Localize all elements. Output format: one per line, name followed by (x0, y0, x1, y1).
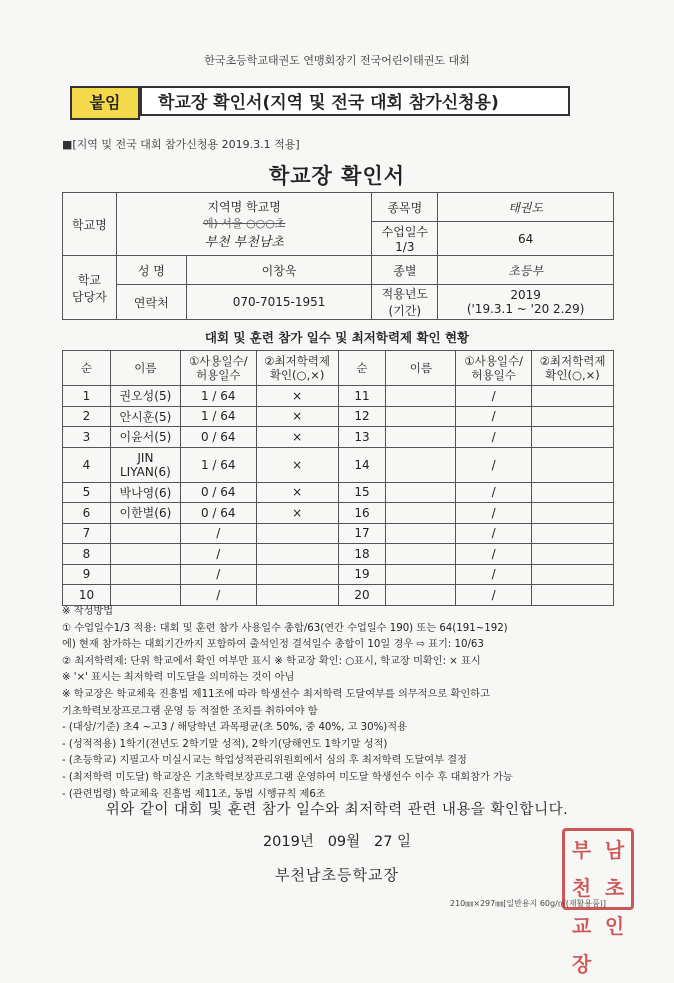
attachment-badge: 붙임 (70, 86, 140, 120)
confirm-statement: 위와 같이 대회 및 훈련 참가 일수와 최저학력 관련 내용을 확인합니다. (105, 802, 569, 818)
cell-no: 12 (338, 406, 386, 427)
cell-no: 3 (63, 427, 111, 448)
cell-days: 1 / 64 (180, 386, 256, 407)
cell-check (532, 427, 614, 448)
instruction-line: - (초등학교) 지필고사 미실시교는 학업성적관리위원회에서 심의 후 최저학력 도달여부 결정 (62, 755, 467, 767)
cell-check (532, 447, 614, 482)
cell-no: 7 (63, 523, 111, 544)
days-label (372, 222, 438, 256)
cell-check: × (256, 503, 338, 524)
col-days (180, 351, 256, 386)
cell-name (110, 564, 180, 585)
cell-name (386, 544, 456, 565)
col-days-line1: ①사용일수/ (188, 354, 248, 368)
cell-days: 0 / 64 (180, 503, 256, 524)
table-row (63, 585, 614, 606)
cell-no: 14 (338, 447, 386, 482)
instruction-line: ② 최저학력제: 단위 학교에서 확인 여부만 표시 ※ 학교장 확인: ○표시, 학교장 미확인: × 표시 (62, 655, 481, 667)
table-row (63, 564, 614, 585)
table-row (63, 386, 614, 407)
col-check-line2: 확인(○,×) (269, 368, 325, 382)
col-days-line2: 허용일수 (471, 368, 516, 382)
year-label-line2: (기간) (388, 304, 422, 318)
cell-check: × (256, 386, 338, 407)
cell-name (386, 523, 456, 544)
year-value-line2: ('19.3.1 ~ '20 2.29) (466, 302, 585, 316)
cell-name: JIN LIYAN(6) (110, 447, 180, 482)
col-no: 순 (338, 351, 386, 386)
instruction-line: - (대상/기준) 초4 ~고3 / 해당학년 과목평균(초 50%, 중 40%, 고 30%)적용 (62, 722, 407, 734)
cell-check (256, 544, 338, 565)
main-title: 학교장 확인서(지역 및 전국 대회 참가신청용) (140, 86, 570, 116)
cell-check: × (256, 447, 338, 482)
cell-days: / (180, 544, 256, 565)
school-label: 학교명 (63, 193, 117, 256)
col-check-line1: ②최저학력제 (539, 354, 606, 368)
col-days-line2: 허용일수 (196, 368, 241, 382)
date-year: 2019년 (262, 834, 314, 850)
cell-no: 6 (63, 503, 111, 524)
cell-days: / (180, 585, 256, 606)
cell-days: 0 / 64 (180, 482, 256, 503)
table-row (63, 406, 614, 427)
cell-no: 4 (63, 447, 111, 482)
year-value-line1: 2019 (510, 288, 541, 302)
cell-no: 11 (338, 386, 386, 407)
contact-value: 070-7015-1951 (186, 285, 372, 320)
cell-days: / (456, 406, 532, 427)
cell-days: / (456, 523, 532, 544)
cell-days: / (456, 564, 532, 585)
application-note: ■[지역 및 전국 대회 참가신청용 2019.3.1 적용] (62, 138, 300, 151)
seal-char: 인 (604, 914, 625, 938)
cell-no: 2 (63, 406, 111, 427)
cell-days: / (456, 447, 532, 482)
school-info-table (62, 192, 614, 320)
cell-check: × (256, 427, 338, 448)
category-value: 초등부 (438, 256, 614, 285)
cell-check (532, 386, 614, 407)
instruction-line: ※ '×' 표시는 최저학력 미도달을 의미하는 것이 아님 (62, 672, 295, 684)
cell-check (532, 585, 614, 606)
col-check-line2: 확인(○,×) (545, 368, 600, 382)
status-subtitle: 대회 및 훈련 참가 일수 및 최저학력제 확인 현황 (204, 330, 470, 345)
cell-days: 1 / 64 (180, 447, 256, 482)
table-row (63, 447, 614, 482)
cell-no: 16 (338, 503, 386, 524)
cell-check (532, 503, 614, 524)
manager-label-line2: 담당자 (72, 289, 107, 304)
cell-no: 15 (338, 482, 386, 503)
event-header: 한국초등학교태권도 연맹회장기 전국어린이태권도 대회 (204, 54, 470, 67)
instruction-line: 에) 현재 참가하는 대회기간까지 포함하여 출석인정 결석일수 총합이 10일 경우 ⇨ 표기: 10/63 (62, 639, 484, 651)
seal-char: 남초 (604, 838, 625, 900)
instruction-line: - (관련법령) 학교체육 진흥법 제11조, 동법 시행규칙 제6조 (62, 788, 326, 800)
table-row (63, 503, 614, 524)
cell-name: 이윤서(5) (110, 427, 180, 448)
col-check (256, 351, 338, 386)
school-cell (116, 193, 372, 256)
table-row (63, 482, 614, 503)
table-row (63, 544, 614, 565)
cell-days: / (180, 523, 256, 544)
cell-check (532, 564, 614, 585)
cell-name (110, 544, 180, 565)
year-value (438, 285, 614, 320)
cell-check (532, 523, 614, 544)
school-value: 부천 부천남초 (204, 235, 284, 250)
name-label: 성 명 (116, 256, 186, 285)
cell-days: / (456, 544, 532, 565)
col-check (532, 351, 614, 386)
document-title: 학교장 확인서 (268, 164, 406, 188)
date-month: 09월 (327, 834, 361, 850)
category-label: 종별 (372, 256, 438, 285)
col-no: 순 (63, 351, 111, 386)
instruction-line: ① 수업일수1/3 적용: 대회 및 훈련 참가 사용일수 총합/63(연간 수업일수 190) 또는 64(191~192) (62, 622, 508, 634)
cell-name (386, 503, 456, 524)
col-check-line1: ②최저학력제 (264, 354, 331, 368)
cell-days: / (456, 585, 532, 606)
instruction-line: - (성적적용) 1학기(전년도 2학기말 성적), 2학기(당해연도 1학기말 성적) (62, 738, 388, 750)
cell-name (110, 585, 180, 606)
cell-name: 박나영(6) (110, 482, 180, 503)
cell-name (386, 427, 456, 448)
instruction-line: 기초학력보장프로그램 운영 등 적절한 조치를 취하여야 함 (62, 705, 318, 717)
sport-label: 종목명 (372, 193, 438, 222)
days-label-line1: 수업일수 (381, 225, 429, 239)
cell-check (256, 523, 338, 544)
school-principal: 부천남초등학교장 (275, 866, 399, 884)
cell-name (110, 523, 180, 544)
col-name: 이름 (386, 351, 456, 386)
cell-check: × (256, 406, 338, 427)
cell-name (386, 564, 456, 585)
table-row (63, 427, 614, 448)
cell-no: 17 (338, 523, 386, 544)
instruction-line: - (최저학력 미도달) 학교장은 기초학력보장프로그램 운영하여 미도달 학생선수 이수 후 대회참가 가능 (62, 771, 513, 783)
cell-no: 1 (63, 386, 111, 407)
cell-days: / (180, 564, 256, 585)
cell-name (386, 406, 456, 427)
cell-name: 안시훈(5) (110, 406, 180, 427)
contact-label: 연락처 (116, 285, 186, 320)
paper-spec-footer: 210㎜×297㎜[일반용지 60g/㎡(재활용품)] (450, 899, 607, 908)
participation-table (62, 350, 614, 606)
school-example: 예) 서울 ○○○초 (202, 217, 286, 230)
year-label-line1: 적용년도 (381, 287, 429, 301)
cell-no: 13 (338, 427, 386, 448)
instruction-line: ※ 학교장은 학교체육 진흥법 제11조에 따라 학생선수 최저학력 도달여부를 의무적으로 확인하고 (62, 688, 490, 700)
cell-no: 20 (338, 585, 386, 606)
date-day: 27 일 (373, 834, 412, 850)
sport-value: 태권도 (438, 193, 614, 222)
name-value: 이창욱 (186, 256, 372, 285)
col-name: 이름 (110, 351, 180, 386)
cell-days: / (456, 386, 532, 407)
cell-name: 권오성(5) (110, 386, 180, 407)
cell-name (386, 447, 456, 482)
cell-days: 1 / 64 (180, 406, 256, 427)
school-hint: 지역명 학교명 (207, 200, 281, 214)
cell-name (386, 386, 456, 407)
cell-check (256, 564, 338, 585)
instruction-line: ※ 작성방법 (62, 606, 114, 617)
cell-name (386, 482, 456, 503)
seal-char: 교장 (571, 914, 592, 976)
cell-no: 10 (63, 585, 111, 606)
manager-label (63, 256, 117, 320)
cell-check (256, 585, 338, 606)
instructions (62, 604, 622, 803)
cell-check (532, 406, 614, 427)
cell-days: / (456, 503, 532, 524)
cell-no: 9 (63, 564, 111, 585)
days-label-line2: 1/3 (395, 240, 415, 254)
cell-no: 8 (63, 544, 111, 565)
cell-days: / (456, 427, 532, 448)
cell-check (532, 544, 614, 565)
cell-days: / (456, 482, 532, 503)
manager-label-line1: 학교 (77, 272, 102, 287)
days-value: 64 (438, 222, 614, 256)
col-days-line1: ①사용일수/ (464, 354, 523, 368)
cell-name: 이한별(6) (110, 503, 180, 524)
cell-check (532, 482, 614, 503)
cell-name (386, 585, 456, 606)
cell-no: 18 (338, 544, 386, 565)
col-days (456, 351, 532, 386)
cell-no: 19 (338, 564, 386, 585)
cell-check: × (256, 482, 338, 503)
cell-days: 0 / 64 (180, 427, 256, 448)
seal-char: 부천 (571, 838, 592, 900)
year-label (372, 285, 438, 320)
cell-no: 5 (63, 482, 111, 503)
table-row (63, 523, 614, 544)
